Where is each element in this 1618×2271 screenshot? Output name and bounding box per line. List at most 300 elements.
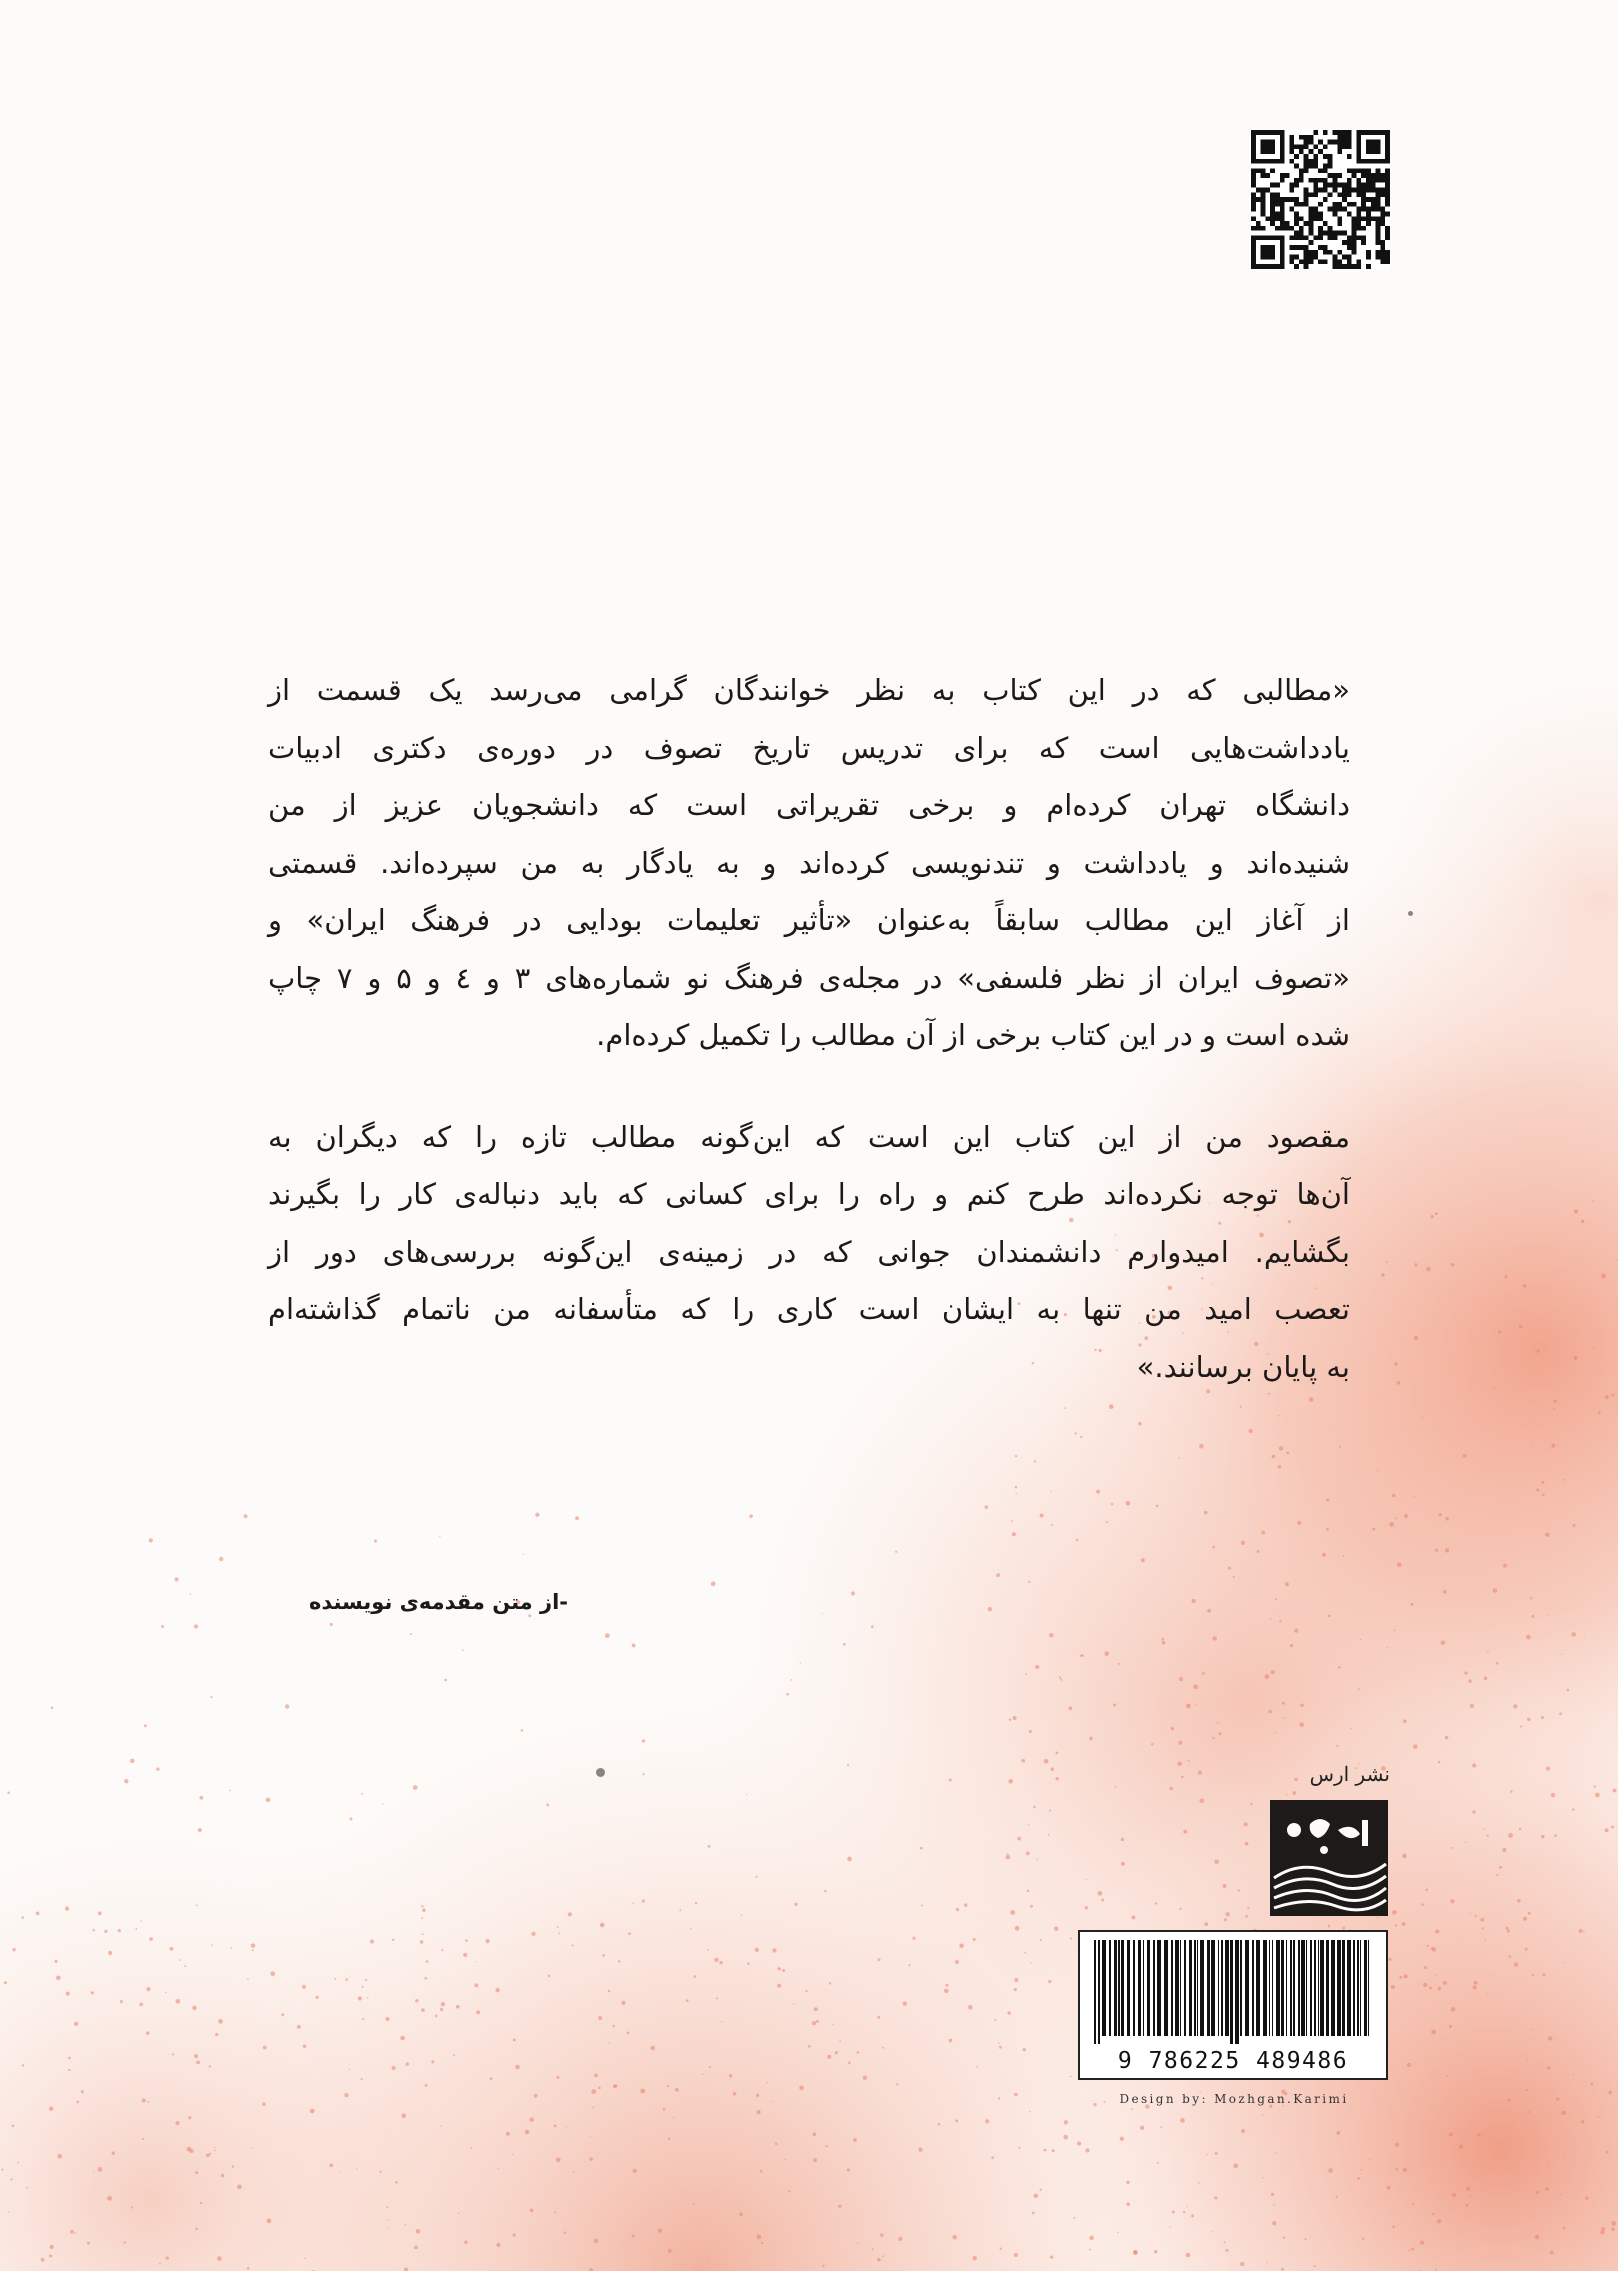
- wash-speckle: [1059, 1676, 1061, 1678]
- qr-module: [1347, 168, 1352, 173]
- qr-module: [1352, 231, 1357, 236]
- wash-speckle: [1412, 2203, 1414, 2205]
- wash-speckle: [668, 2249, 672, 2253]
- wash-speckle: [1362, 2238, 1364, 2240]
- wash-speckle: [192, 2006, 197, 2011]
- wash-speckle: [1214, 1859, 1218, 1863]
- qr-module: [1347, 183, 1352, 188]
- qr-module: [1361, 173, 1366, 178]
- wash-speckle: [1573, 1524, 1576, 1527]
- wash-speckle: [1482, 1927, 1484, 1929]
- qr-module: [1342, 207, 1347, 212]
- wash-speckle: [1212, 1636, 1216, 1640]
- wash-speckle: [1044, 2149, 1047, 2152]
- wash-speckle: [568, 1912, 572, 1916]
- wash-speckle: [108, 1951, 112, 1955]
- qr-module: [1299, 231, 1304, 236]
- wash-speckle: [1240, 1406, 1242, 1408]
- qr-module: [1309, 259, 1314, 264]
- wash-speckle: [195, 2171, 198, 2174]
- qr-module: [1342, 197, 1347, 202]
- wash-speckle: [1172, 2211, 1175, 2214]
- wash-speckle: [1562, 1654, 1563, 1655]
- barcode-bar: [1353, 1940, 1355, 2036]
- wash-speckle: [55, 1960, 58, 1963]
- qr-module: [1328, 159, 1333, 164]
- barcode-bar: [1118, 1940, 1120, 2036]
- qr-module: [1332, 140, 1337, 145]
- wash-speckle: [1572, 1808, 1574, 1810]
- qr-module: [1285, 221, 1290, 226]
- wash-speckle: [1198, 2182, 1200, 2184]
- wash-speckle: [714, 1958, 718, 1962]
- qr-module: [1251, 240, 1256, 245]
- qr-module: [1347, 130, 1352, 135]
- wash-speckle: [1305, 2238, 1307, 2240]
- wash-speckle: [1008, 1779, 1013, 1784]
- wash-speckle: [512, 2154, 513, 2155]
- wash-speckle: [1049, 1633, 1053, 1637]
- wash-speckle: [1204, 1511, 1208, 1515]
- qr-module: [1309, 192, 1314, 197]
- wash-speckle: [194, 1624, 198, 1628]
- wash-speckle: [1226, 1912, 1230, 1916]
- wash-speckle: [1250, 1803, 1252, 1805]
- wash-speckle: [822, 2265, 824, 2267]
- qr-module: [1251, 149, 1256, 154]
- qr-module: [1261, 255, 1266, 260]
- qr-module: [1323, 259, 1328, 264]
- qr-module: [1361, 130, 1366, 135]
- wash-speckle: [1034, 2194, 1039, 2199]
- wash-speckle: [65, 1906, 69, 1910]
- qr-module: [1289, 259, 1294, 264]
- wash-speckle: [209, 2065, 211, 2067]
- qr-module: [1289, 197, 1294, 202]
- wash-speckle: [944, 1989, 949, 1994]
- qr-module: [1328, 164, 1333, 169]
- wash-speckle: [530, 2118, 534, 2122]
- wash-speckle: [695, 1902, 697, 1904]
- wash-speckle: [1435, 1974, 1437, 1976]
- wash-speckle: [642, 1739, 645, 1742]
- wash-speckle: [93, 2172, 94, 2173]
- wash-speckle: [1155, 1902, 1157, 1904]
- wash-speckle: [1391, 1985, 1395, 1989]
- wash-speckle: [1326, 1528, 1329, 1531]
- qr-module: [1289, 226, 1294, 231]
- qr-module: [1385, 173, 1390, 178]
- wash-speckle: [755, 1948, 759, 1952]
- qr-module: [1270, 207, 1275, 212]
- wash-speckle: [1040, 1513, 1044, 1517]
- wash-speckle: [421, 2008, 425, 2012]
- wash-speckle: [1464, 1672, 1467, 1675]
- qr-module: [1380, 240, 1385, 245]
- wash-speckle: [1496, 1874, 1498, 1876]
- wash-speckle: [175, 2121, 179, 2125]
- wash-speckle: [994, 2019, 996, 2021]
- wash-speckle: [365, 1979, 367, 1981]
- qr-module: [1342, 240, 1347, 245]
- wash-speckle: [1528, 1912, 1531, 1915]
- wash-speckle: [1117, 2232, 1119, 2234]
- wash-speckle: [1207, 2154, 1208, 2155]
- qr-module: [1251, 192, 1256, 197]
- wash-speckle: [98, 2167, 103, 2172]
- designer-credit: Design by: Mozhgan.Karimi: [1119, 2092, 1349, 2106]
- wash-speckle: [782, 1969, 785, 1972]
- qr-module: [1280, 130, 1285, 135]
- qr-module: [1294, 164, 1299, 169]
- wash-speckle: [1437, 2219, 1441, 2223]
- qr-module: [1337, 183, 1342, 188]
- qr-module: [1385, 250, 1390, 255]
- wash-speckle: [1531, 1615, 1534, 1618]
- wash-speckle: [385, 2017, 389, 2021]
- qr-module: [1376, 130, 1381, 135]
- qr-module: [1251, 168, 1256, 173]
- wash-speckle: [1413, 1496, 1414, 1497]
- wash-speckle: [146, 1987, 150, 1991]
- qr-module: [1299, 202, 1304, 207]
- wash-speckle: [1420, 2241, 1424, 2245]
- barcode-bar: [1252, 1940, 1254, 2036]
- barcode-bar: [1200, 1940, 1204, 2036]
- wash-speckle: [1408, 2250, 1409, 2251]
- qr-module: [1304, 202, 1309, 207]
- wash-speckle: [778, 1967, 781, 1970]
- wash-speckle: [1271, 1670, 1275, 1674]
- qr-module: [1371, 207, 1376, 212]
- wash-speckle: [1403, 1974, 1407, 1978]
- qr-module: [1376, 255, 1381, 260]
- wash-speckle: [1052, 2149, 1055, 2152]
- wash-speckle: [668, 2138, 671, 2141]
- wash-speckle: [1089, 2249, 1091, 2251]
- qr-module: [1256, 221, 1261, 226]
- wash-speckle: [988, 1607, 992, 1611]
- barcode-bar: [1094, 1940, 1096, 2044]
- wash-speckle: [1118, 1663, 1120, 1665]
- wash-speckle: [1178, 1458, 1179, 1459]
- qr-module: [1309, 221, 1314, 226]
- qr-module: [1366, 130, 1371, 135]
- qr-module: [1294, 245, 1299, 250]
- wash-speckle: [422, 1933, 424, 1935]
- qr-module: [1261, 264, 1266, 269]
- wash-speckle: [525, 2130, 529, 2134]
- wash-speckle: [1520, 1725, 1522, 1727]
- qr-module: [1385, 231, 1390, 236]
- wash-speckle: [221, 2174, 224, 2177]
- wash-speckle: [1272, 1455, 1276, 1459]
- wash-speckle: [1328, 2168, 1333, 2173]
- wash-speckle: [1015, 1926, 1020, 1931]
- publisher-name: نشر ارس: [1309, 1762, 1390, 1786]
- qr-module: [1251, 259, 1256, 264]
- barcode-bar: [1207, 1940, 1210, 2036]
- wash-speckle: [1554, 1834, 1557, 1837]
- qr-module: [1347, 240, 1352, 245]
- qr-module: [1366, 183, 1371, 188]
- wash-speckle: [1014, 1978, 1018, 1982]
- wash-speckle: [1126, 2181, 1129, 2184]
- wash-speckle: [4, 1981, 7, 1984]
- wash-speckle: [1573, 2074, 1575, 2076]
- wash-speckle: [1517, 1899, 1521, 1903]
- wash-speckle: [760, 2170, 763, 2173]
- wash-speckle: [392, 2066, 396, 2070]
- qr-module: [1380, 211, 1385, 216]
- qr-module: [1385, 211, 1390, 216]
- wash-speckle: [1435, 1549, 1438, 1552]
- wash-speckle: [1328, 1614, 1331, 1617]
- blurb-line: تعصب امید من تنها به ایشان است کاری را که متأسفانه من ناتمام گذاشته‌ام: [268, 1292, 1350, 1326]
- qr-module: [1313, 164, 1318, 169]
- wash-speckle: [1016, 1493, 1017, 1494]
- wash-speckle: [1441, 1640, 1446, 1645]
- qr-module: [1261, 250, 1266, 255]
- isbn-number: 9 786225 489486: [1117, 2048, 1349, 2074]
- qr-module: [1366, 221, 1371, 226]
- wash-speckle: [1200, 1799, 1205, 1804]
- qr-module: [1356, 211, 1361, 216]
- qr-module: [1299, 259, 1304, 264]
- wash-speckle: [1529, 2111, 1531, 2113]
- wash-speckle: [791, 1679, 793, 1681]
- wash-speckle: [1300, 1703, 1304, 1707]
- wash-speckle: [857, 2242, 858, 2243]
- wash-speckle: [1070, 1938, 1072, 1940]
- wash-speckle: [548, 1975, 550, 1977]
- wash-speckle: [896, 2083, 898, 2085]
- wash-speckle: [1487, 1993, 1488, 1994]
- qr-module: [1361, 235, 1366, 240]
- wash-speckle: [1546, 1614, 1547, 1615]
- wash-speckle: [1581, 2120, 1585, 2124]
- barcode-bar: [1127, 1940, 1130, 2036]
- wash-speckle: [413, 1785, 418, 1790]
- wash-speckle: [130, 1759, 135, 1764]
- wash-speckle: [1055, 1777, 1058, 1780]
- qr-module: [1299, 245, 1304, 250]
- qr-module: [1385, 235, 1390, 240]
- wash-speckle: [908, 1964, 910, 1966]
- wash-speckle: [572, 1945, 574, 1947]
- wash-speckle: [1017, 1837, 1021, 1841]
- wash-speckle: [921, 1904, 923, 1906]
- wash-speckle: [1032, 2212, 1035, 2215]
- qr-module: [1299, 226, 1304, 231]
- wash-speckle: [1204, 1922, 1208, 1926]
- wash-speckle: [557, 2076, 560, 2079]
- qr-module: [1337, 259, 1342, 264]
- wash-speckle: [1403, 1719, 1407, 1723]
- wash-speckle: [1261, 1531, 1265, 1535]
- wash-speckle: [1402, 1854, 1407, 1859]
- qr-module: [1380, 255, 1385, 260]
- wash-speckle: [1133, 2250, 1138, 2255]
- qr-module: [1376, 197, 1381, 202]
- wash-speckle: [148, 2101, 150, 2103]
- qr-module: [1380, 173, 1385, 178]
- wash-speckle: [1399, 1976, 1402, 1979]
- qr-module: [1376, 216, 1381, 221]
- qr-module: [1294, 178, 1299, 183]
- qr-module: [1352, 245, 1357, 250]
- wash-speckle: [2, 2169, 4, 2171]
- qr-module: [1309, 159, 1314, 164]
- wash-speckle: [1064, 2120, 1068, 2124]
- wash-speckle: [1207, 1609, 1211, 1613]
- wash-speckle: [1162, 1638, 1165, 1641]
- wash-speckle: [1033, 1806, 1035, 1808]
- wash-speckle: [81, 2090, 84, 2093]
- qr-module: [1376, 192, 1381, 197]
- wash-speckle: [1542, 1494, 1545, 1497]
- qr-module: [1251, 255, 1256, 260]
- wash-speckle: [139, 2002, 143, 2006]
- qr-module: [1275, 130, 1280, 135]
- wash-speckle: [123, 2241, 125, 2243]
- qr-module: [1323, 178, 1328, 183]
- wash-speckle: [66, 1992, 70, 1996]
- qr-module: [1313, 188, 1318, 193]
- wash-speckle: [952, 2235, 957, 2240]
- wash-speckle: [1051, 1767, 1055, 1771]
- wash-speckle: [1284, 1717, 1286, 1719]
- qr-module: [1261, 130, 1266, 135]
- wash-speckle: [575, 1516, 579, 1520]
- qr-module: [1275, 202, 1280, 207]
- qr-module: [1251, 173, 1256, 178]
- qr-module: [1313, 207, 1318, 212]
- qr-module: [1361, 168, 1366, 173]
- wash-speckle: [453, 2054, 455, 2056]
- qr-module: [1270, 144, 1275, 149]
- qr-module: [1275, 159, 1280, 164]
- wash-speckle: [1048, 1980, 1051, 1983]
- qr-module: [1270, 149, 1275, 154]
- qr-module: [1304, 255, 1309, 260]
- wash-speckle: [1027, 1890, 1030, 1893]
- qr-module: [1366, 149, 1371, 154]
- wash-speckle: [1535, 2235, 1540, 2240]
- barcode-bar: [1320, 1940, 1324, 2036]
- blurb-line: از آغاز این مطالب سابقاً به‌عنوان «تأثیر تعلیمات بودایی در فرهنگ ایران» و: [268, 903, 1350, 937]
- wash-speckle: [998, 2043, 1000, 2045]
- wash-speckle: [673, 2117, 674, 2118]
- qr-module: [1366, 168, 1371, 173]
- wash-speckle: [1054, 1926, 1058, 1930]
- wash-speckle: [1445, 1736, 1449, 1740]
- qr-module: [1318, 245, 1323, 250]
- wash-speckle: [1273, 2204, 1275, 2206]
- wash-speckle: [1414, 1263, 1417, 1266]
- wash-speckle: [777, 1984, 781, 1988]
- wash-speckle: [435, 2015, 438, 2018]
- wash-speckle: [1487, 1835, 1489, 1837]
- wash-speckle: [851, 1591, 855, 1595]
- wash-speckle: [1282, 1702, 1285, 1705]
- wash-speckle: [285, 1704, 289, 1708]
- wash-speckle: [297, 2025, 301, 2029]
- qr-module: [1376, 221, 1381, 226]
- qr-module: [1270, 211, 1275, 216]
- wash-speckle: [465, 1939, 468, 1942]
- wash-speckle: [1392, 1494, 1395, 1497]
- wash-speckle: [1411, 1603, 1414, 1606]
- wash-speckle: [340, 2171, 341, 2172]
- wash-speckle: [741, 1914, 743, 1916]
- qr-module: [1270, 202, 1275, 207]
- wash-speckle: [1245, 1915, 1248, 1918]
- qr-module: [1342, 188, 1347, 193]
- wash-speckle: [395, 2181, 398, 2184]
- qr-module: [1318, 226, 1323, 231]
- qr-module: [1376, 235, 1381, 240]
- wash-speckle: [302, 1985, 306, 1989]
- barcode-bar: [1318, 1940, 1319, 2036]
- wash-speckle: [618, 1960, 620, 1962]
- qr-module: [1352, 221, 1357, 226]
- qr-module: [1304, 140, 1309, 145]
- wash-speckle: [521, 1729, 524, 1732]
- qr-module: [1261, 235, 1266, 240]
- wash-speckle: [1286, 1451, 1289, 1454]
- qr-module: [1356, 188, 1361, 193]
- wash-speckle: [1015, 1455, 1017, 1457]
- qr-module: [1332, 211, 1337, 216]
- qr-module: [1265, 173, 1270, 178]
- qr-module: [1275, 235, 1280, 240]
- wash-speckle: [956, 1908, 959, 1911]
- wash-speckle: [1181, 1776, 1184, 1779]
- wash-speckle: [1451, 2007, 1456, 2012]
- qr-module: [1304, 221, 1309, 226]
- wash-speckle: [564, 2232, 566, 2234]
- qr-module: [1337, 135, 1342, 140]
- wash-speckle: [1553, 1400, 1556, 1403]
- wash-speckle: [1431, 2030, 1436, 2035]
- wash-speckle: [425, 2084, 428, 2087]
- qr-module: [1313, 130, 1318, 135]
- wash-speckle: [1507, 2099, 1510, 2102]
- wash-speckle: [263, 2046, 267, 2050]
- wash-speckle: [1126, 2202, 1130, 2206]
- wash-speckle: [1104, 1651, 1109, 1656]
- wash-speckle: [1465, 1842, 1466, 1843]
- qr-module: [1332, 264, 1337, 269]
- blurb-line: به پایان برسانند.»: [1136, 1349, 1350, 1384]
- wash-speckle: [210, 1696, 212, 1698]
- qr-module: [1385, 154, 1390, 159]
- qr-module: [1294, 211, 1299, 216]
- qr-module: [1304, 168, 1309, 173]
- qr-module: [1265, 245, 1270, 250]
- wash-speckle: [1012, 1532, 1016, 1536]
- wash-speckle: [229, 1790, 231, 1792]
- wash-speckle: [746, 1794, 747, 1795]
- wash-speckle: [159, 2263, 161, 2265]
- qr-module: [1304, 250, 1309, 255]
- wash-speckle: [475, 1961, 476, 1962]
- qr-module: [1366, 144, 1371, 149]
- wash-speckle: [1397, 1562, 1402, 1567]
- qr-module: [1256, 188, 1261, 193]
- wash-speckle: [165, 1992, 166, 1993]
